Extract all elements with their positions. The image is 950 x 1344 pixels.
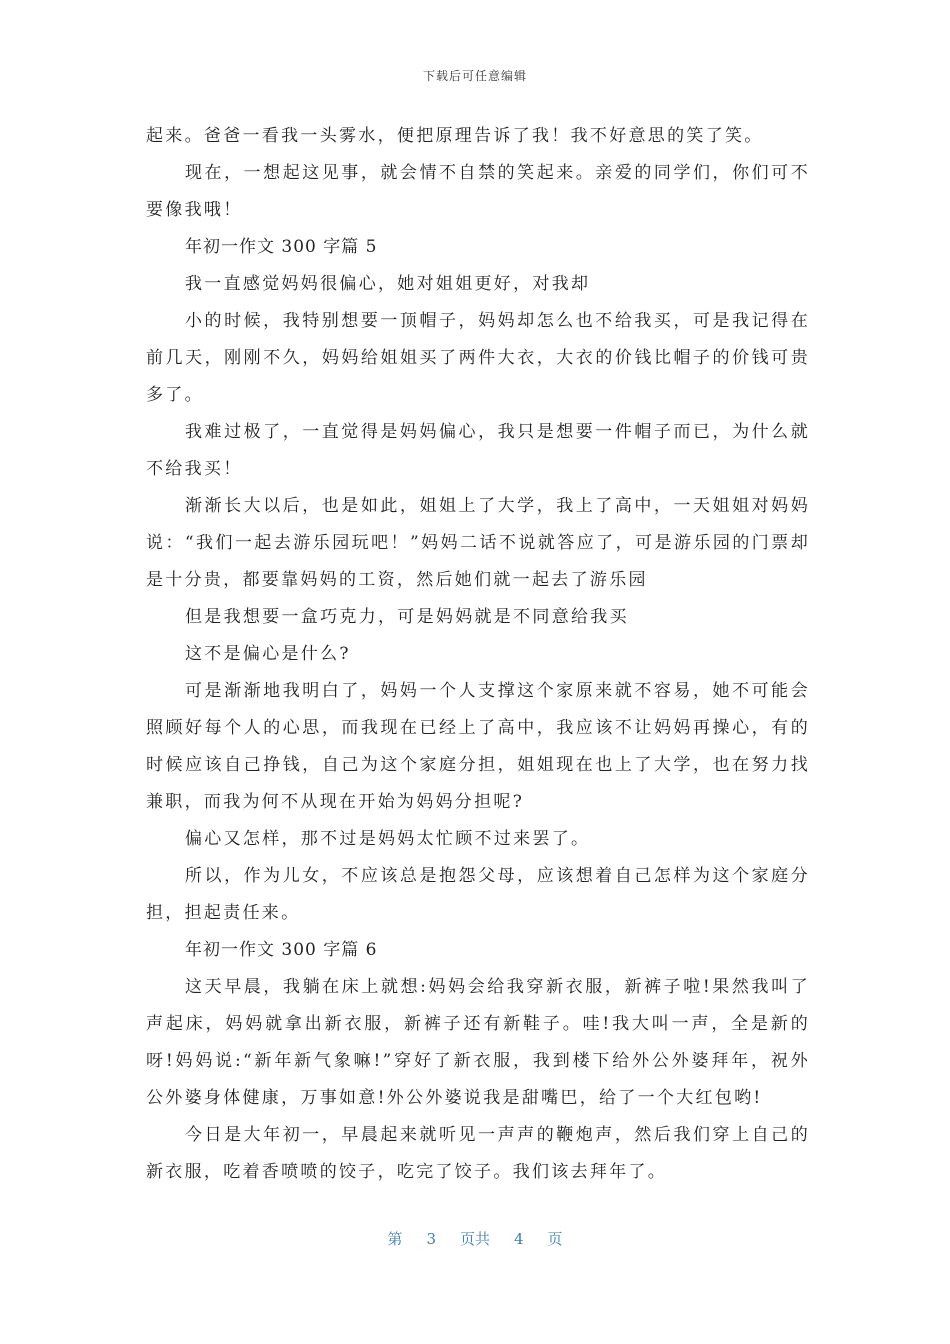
header-note: 下载后可任意编辑 [422,69,527,83]
paragraph: 今日是大年初一，早晨起来就听见一声声的鞭炮声，然后我们穿上自己的新衣服，吃着香喷喷的饺子，吃完了饺子。我们该去拜年了。 [146,1125,810,1182]
document-body [146,118,810,1191]
paragraph: 我一直感觉妈妈很偏心，她对姐姐更好，对我却 [185,274,591,294]
paragraph: 可是渐渐地我明白了，妈妈一个人支撑这个家原来就不容易，她不可能会照顾好每个人的心思，而我现在已经上了高中，我应该不让妈妈再操心，有的时候应该自己挣钱，自己为这个家庭分担，姐姐现在也上了大学，也在努力找兼职，而我为何不从现在开始为妈妈分担呢? [146,681,810,812]
page-number-footer [0,1228,950,1249]
current-page-number: 3 [426,1230,436,1248]
paragraph: 所以，作为儿女，不应该总是抱怨父母，应该想着自己怎样为这个家庭分担，担起责任来。 [146,866,810,923]
page-prefix: 第 [387,1230,403,1248]
paragraph: 现在，一想起这见事，就会情不自禁的笑起来。亲爱的同学们，你们可不要像我哦！ [146,163,810,220]
paragraph: 起来。爸爸一看我一头雾水，便把原理告诉了我！我不好意思的笑了笑。 [146,126,764,146]
paragraph: 我难过极了，一直觉得是妈妈偏心，我只是想要一件帽子而已，为什么就不给我买！ [146,422,810,479]
paragraph: 小的时候，我特别想要一顶帽子，妈妈却怎么也不给我买，可是我记得在前几天，刚刚不久，妈妈给姐姐买了两件大衣，大衣的价钱比帽子的价钱可贵多了。 [146,311,810,405]
page-middle: 页共 [459,1230,490,1248]
section-heading: 年初一作文 300 字篇 5 [185,237,378,257]
total-pages-number: 4 [514,1230,524,1248]
paragraph: 偏心又怎样，那不过是妈妈太忙顾不过来罢了。 [185,829,591,849]
section-heading: 年初一作文 300 字篇 6 [185,940,378,960]
paragraph: 渐渐长大以后，也是如此，姐姐上了大学，我上了高中，一天姐姐对妈妈说：“我们一起去游乐园玩吧！”妈妈二话不说就答应了，可是游乐园的门票却是十分贵，都要靠妈妈的工资，然后她们就一起去了游乐园 [146,496,810,590]
page-suffix: 页 [547,1230,563,1248]
paragraph: 但是我想要一盒巧克力，可是妈妈就是不同意给我买 [185,607,629,627]
paragraph: 这不是偏心是什么? [185,644,351,664]
paragraph: 这天早晨，我躺在床上就想:妈妈会给我穿新衣服，新裤子啦!果然我叫了声起床，妈妈就拿出新衣服，新裤子还有新鞋子。哇!我大叫一声，全是新的呀!妈妈说:“新年新气象嘛!”穿好了新衣服，我到楼下给外公外婆拜年，祝外公外婆身体健康，万事如意!外公外婆说我是甜嘴巴，给了一个大红包哟! [146,977,810,1108]
